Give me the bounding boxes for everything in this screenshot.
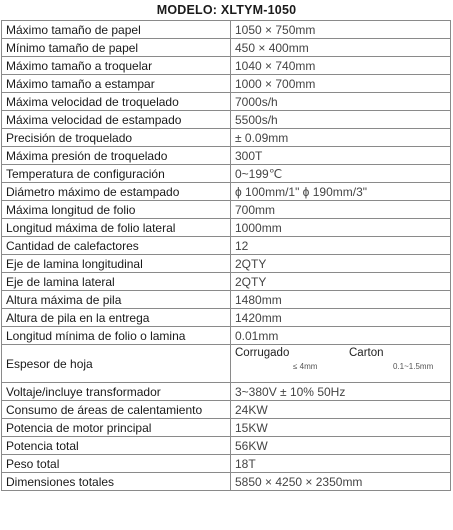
- table-row: [2, 455, 451, 473]
- corrugado-label: Corrugado: [235, 346, 290, 359]
- param-cell: Máximo tamaño a troquelar: [2, 57, 231, 75]
- param-cell: Precisión de troquelado: [2, 129, 231, 147]
- table-row: [2, 39, 451, 57]
- table-row: [2, 201, 451, 219]
- param-cell: Máxima longitud de folio: [2, 201, 231, 219]
- value-cell: 56KW: [231, 437, 451, 455]
- value-cell: 450 × 400mm: [231, 39, 451, 57]
- param-cell: Potencia total: [2, 437, 231, 455]
- value-cell: ϕ 100mm/1" ϕ 190mm/3": [231, 183, 451, 201]
- param-cell: Mínimo tamaño de papel: [2, 39, 231, 57]
- param-cell: Eje de lamina longitudinal: [2, 255, 231, 273]
- table-row: [2, 401, 451, 419]
- table-row: [2, 345, 451, 383]
- value-cell: 1000 × 700mm: [231, 75, 451, 93]
- param-cell: Máxima presión de troquelado: [2, 147, 231, 165]
- value-cell: 1480mm: [231, 291, 451, 309]
- param-cell: Altura máxima de pila: [2, 291, 231, 309]
- table-row: [2, 147, 451, 165]
- value-cell: 1040 × 740mm: [231, 57, 451, 75]
- table-row: [2, 383, 451, 401]
- carton-label: Carton: [349, 346, 384, 359]
- table-row: [2, 237, 451, 255]
- value-cell: 3~380V ± 10% 50Hz: [231, 383, 451, 401]
- value-cell: 15KW: [231, 419, 451, 437]
- value-cell: [231, 345, 451, 383]
- param-cell: Espesor de hoja: [2, 345, 231, 383]
- param-cell: Longitud mínima de folio o lamina: [2, 327, 231, 345]
- table-row: [2, 75, 451, 93]
- table-row: [2, 419, 451, 437]
- table-row: [2, 437, 451, 455]
- value-cell: 1420mm: [231, 309, 451, 327]
- table-row: [2, 165, 451, 183]
- param-cell: Máxima velocidad de estampado: [2, 111, 231, 129]
- param-cell: Altura de pila en la entrega: [2, 309, 231, 327]
- table-row: [2, 255, 451, 273]
- param-cell: Diámetro máximo de estampado: [2, 183, 231, 201]
- value-cell: 5500s/h: [231, 111, 451, 129]
- param-cell: Consumo de áreas de calentamiento: [2, 401, 231, 419]
- value-cell: 12: [231, 237, 451, 255]
- table-row: [2, 21, 451, 39]
- thickness-section: [2, 345, 451, 383]
- value-cell: 1050 × 750mm: [231, 21, 451, 39]
- param-cell: Cantidad de calefactores: [2, 237, 231, 255]
- value-cell: 2QTY: [231, 273, 451, 291]
- table-row: [2, 273, 451, 291]
- table-row: [2, 309, 451, 327]
- table-row: [2, 129, 451, 147]
- value-cell: 0.01mm: [231, 327, 451, 345]
- param-cell: Máximo tamaño de papel: [2, 21, 231, 39]
- table-row: [2, 219, 451, 237]
- param-cell: Peso total: [2, 455, 231, 473]
- value-cell: 24KW: [231, 401, 451, 419]
- param-cell: Longitud máxima de folio lateral: [2, 219, 231, 237]
- spec-rows-2: [2, 383, 451, 491]
- value-cell: 18T: [231, 455, 451, 473]
- param-cell: Eje de lamina lateral: [2, 273, 231, 291]
- carton-value: 0.1~1.5mm: [393, 361, 434, 371]
- table-row: [2, 291, 451, 309]
- corrugado-value: ≤ 4mm: [293, 361, 318, 371]
- value-cell: 0~199℃: [231, 165, 451, 183]
- param-cell: Dimensiones totales: [2, 473, 231, 491]
- table-row: [2, 327, 451, 345]
- value-cell: 1000mm: [231, 219, 451, 237]
- value-cell: 300T: [231, 147, 451, 165]
- table-row: [2, 57, 451, 75]
- value-cell: 700mm: [231, 201, 451, 219]
- param-cell: Máxima velocidad de troquelado: [2, 93, 231, 111]
- param-cell: Voltaje/incluye transformador: [2, 383, 231, 401]
- spec-rows: [2, 21, 451, 345]
- param-cell: Potencia de motor principal: [2, 419, 231, 437]
- value-cell: 7000s/h: [231, 93, 451, 111]
- table-row: [2, 93, 451, 111]
- table-row: [2, 183, 451, 201]
- spec-table: [1, 20, 451, 491]
- param-cell: Temperatura de configuración: [2, 165, 231, 183]
- value-cell: 2QTY: [231, 255, 451, 273]
- model-title: MODELO: XLTYM-1050: [156, 3, 297, 17]
- value-cell: 5850 × 4250 × 2350mm: [231, 473, 451, 491]
- value-cell: ± 0.09mm: [231, 129, 451, 147]
- table-row: [2, 111, 451, 129]
- param-cell: Máximo tamaño a estampar: [2, 75, 231, 93]
- table-row: [2, 473, 451, 491]
